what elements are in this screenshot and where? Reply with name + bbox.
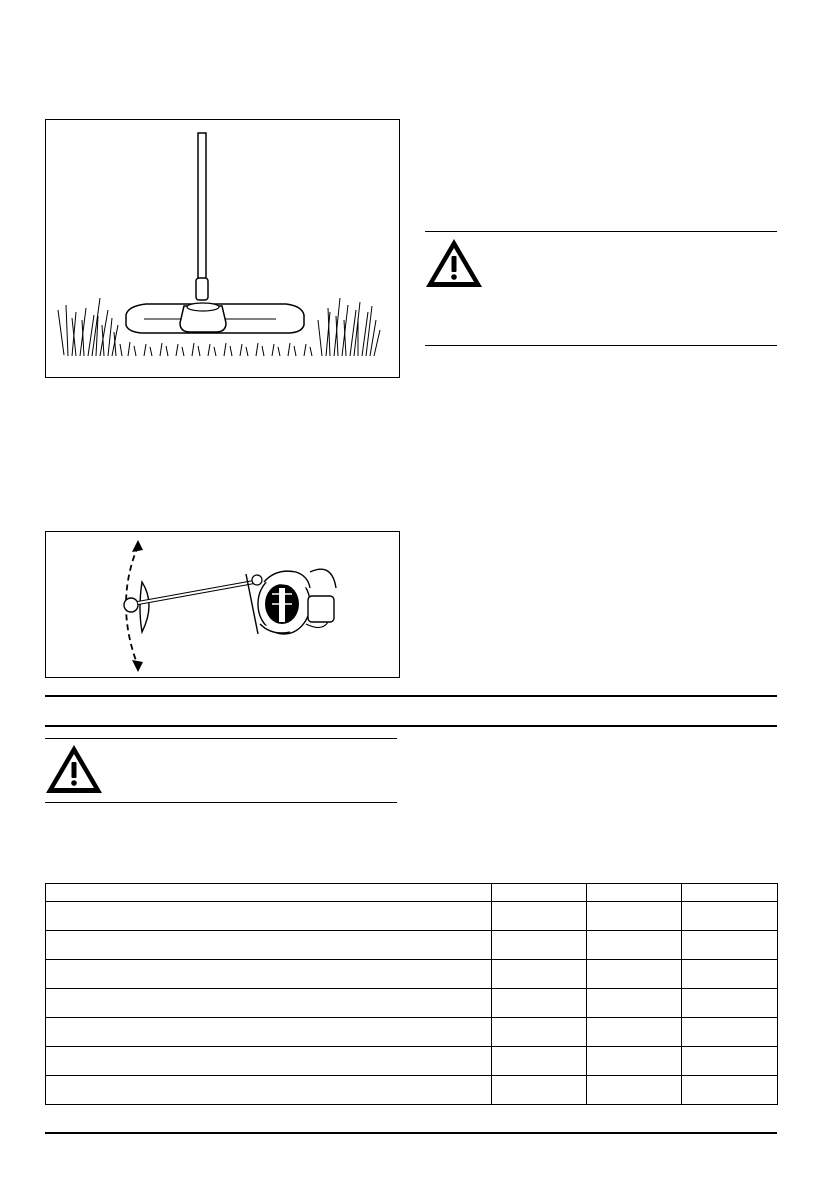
table-cell: [587, 989, 682, 1018]
table-cell: [46, 1018, 492, 1047]
table-cell: [492, 1076, 587, 1105]
figure-operator-sweep: [45, 531, 400, 678]
section-bottom-rule: [45, 725, 777, 727]
table-cell: [46, 902, 492, 931]
table-row: [46, 960, 778, 989]
table-cell: [682, 1018, 778, 1047]
warning2-top-rule: [45, 738, 397, 739]
section-top-rule: [45, 695, 777, 697]
warning-bottom-rule: [425, 345, 777, 346]
warning-triangle-icon: [423, 236, 485, 290]
table-row: [46, 1018, 778, 1047]
table-cell: [587, 931, 682, 960]
table-cell: [682, 902, 778, 931]
table-header-cell: [492, 884, 587, 902]
table-cell: [587, 1018, 682, 1047]
table-cell: [587, 960, 682, 989]
table-cell: [492, 1018, 587, 1047]
footer-rule: [45, 1132, 777, 1134]
table-cell: [682, 960, 778, 989]
table-cell: [46, 989, 492, 1018]
table-cell: [587, 902, 682, 931]
table-cell: [492, 960, 587, 989]
warning-top-rule: [425, 231, 777, 232]
table-header-cell: [682, 884, 778, 902]
table-header-cell: [46, 884, 492, 902]
table-cell: [492, 1047, 587, 1076]
table-cell: [492, 902, 587, 931]
warning-triangle-icon-2: [43, 742, 105, 796]
table-cell: [46, 931, 492, 960]
table-cell: [682, 931, 778, 960]
table-cell: [587, 1076, 682, 1105]
table-cell: [682, 1076, 778, 1105]
table-cell: [46, 960, 492, 989]
table-row: [46, 1047, 778, 1076]
operator-sweep-illustration-icon: [46, 532, 401, 679]
warning2-bottom-rule: [45, 802, 397, 803]
table-row: [46, 989, 778, 1018]
table-row: [46, 931, 778, 960]
figure-trimmer-guard: [45, 119, 400, 378]
table-cell: [682, 1047, 778, 1076]
table-header-row: [46, 884, 778, 902]
table-cell: [492, 989, 587, 1018]
trimmer-guard-illustration-icon: [46, 120, 401, 379]
table-cell: [46, 1076, 492, 1105]
table-cell: [682, 989, 778, 1018]
table-row: [46, 1076, 778, 1105]
table-row: [46, 902, 778, 931]
table-cell: [46, 1047, 492, 1076]
table-header-cell: [587, 884, 682, 902]
maintenance-table: [45, 883, 778, 1105]
table-cell: [587, 1047, 682, 1076]
table-cell: [492, 931, 587, 960]
